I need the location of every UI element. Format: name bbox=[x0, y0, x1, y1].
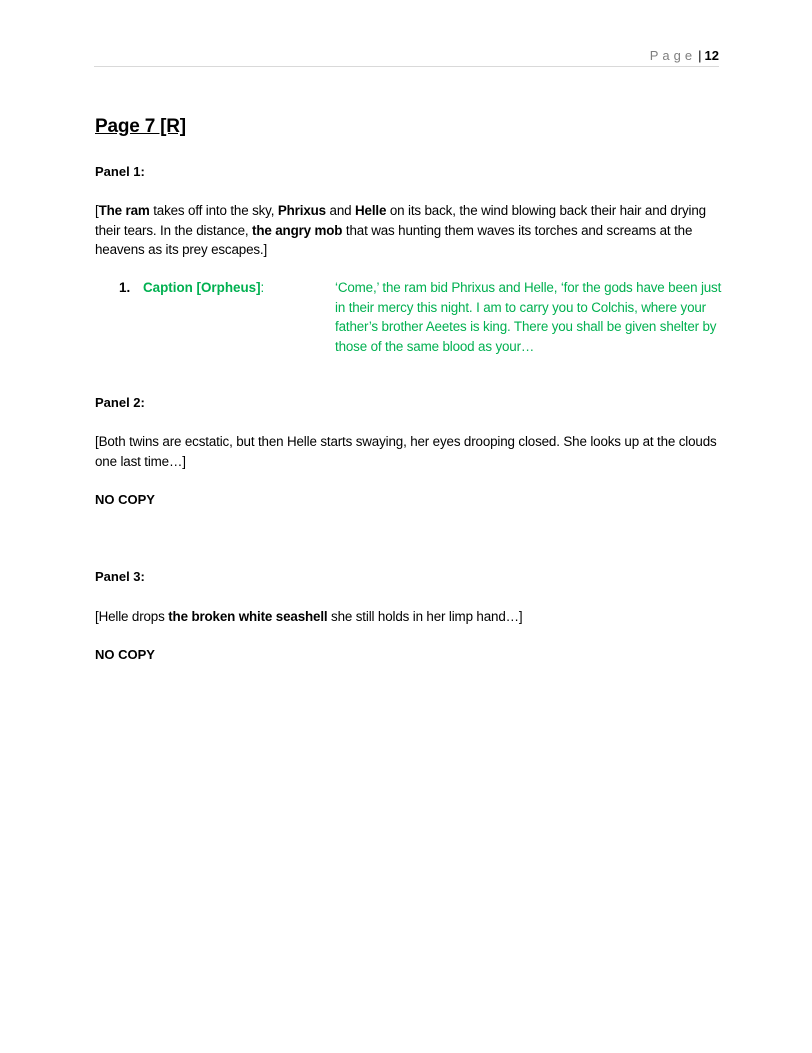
text-run: [Helle drops bbox=[95, 609, 169, 624]
page-label: Page bbox=[649, 48, 697, 63]
caption-label bbox=[143, 278, 264, 298]
caption-number: 1. bbox=[119, 280, 131, 295]
emphasized-text: the angry mob bbox=[252, 222, 343, 238]
panel-3-description bbox=[95, 607, 723, 627]
text-run: [ bbox=[95, 203, 99, 218]
text-run: she still holds in her limp hand…] bbox=[327, 609, 523, 624]
text-run: on its back, the wind blowing back their hair and drying their tears. In the distance, bbox=[95, 203, 706, 238]
caption-colon: : bbox=[260, 280, 265, 295]
emphasized-text: the broken white seashell bbox=[168, 609, 328, 624]
text-run: that was hunting them waves its torches and screams at the heavens as its prey escapes.] bbox=[95, 222, 693, 257]
emphasized-text: Phrixus bbox=[277, 203, 326, 218]
page-title: Page 7 [R] bbox=[95, 116, 186, 137]
caption-speaker: Caption [Orpheus] bbox=[143, 280, 261, 295]
panel-2-heading: Panel 2: bbox=[95, 395, 145, 410]
page-separator: | bbox=[698, 48, 702, 63]
panel-3-heading: Panel 3: bbox=[95, 569, 145, 584]
page-number: 12 bbox=[704, 48, 719, 63]
panel-3-copy: NO COPY bbox=[95, 647, 155, 662]
text-run: takes off into the sky, bbox=[149, 203, 278, 218]
page-header bbox=[94, 46, 719, 67]
text-run: and bbox=[325, 203, 355, 218]
panel-1-description bbox=[95, 201, 723, 260]
panel-2-copy: NO COPY bbox=[95, 492, 155, 507]
emphasized-text: Helle bbox=[355, 203, 387, 218]
caption-text: ‘Come,’ the ram bid Phrixus and Helle, ‘for the gods have been just in their mercy this night. I am to carry you to Colchis, where your father’s brother Aeetes is king. There you shall be given shelter by those of the same blood as your… bbox=[335, 280, 722, 354]
text-run: [Both twins are ecstatic, but then Helle starts swaying, her eyes drooping closed. She looks up at the clouds one last time…] bbox=[95, 434, 717, 469]
panel-2-description bbox=[95, 432, 723, 471]
emphasized-text: The ram bbox=[98, 203, 150, 218]
panel-1-heading: Panel 1: bbox=[95, 164, 145, 179]
